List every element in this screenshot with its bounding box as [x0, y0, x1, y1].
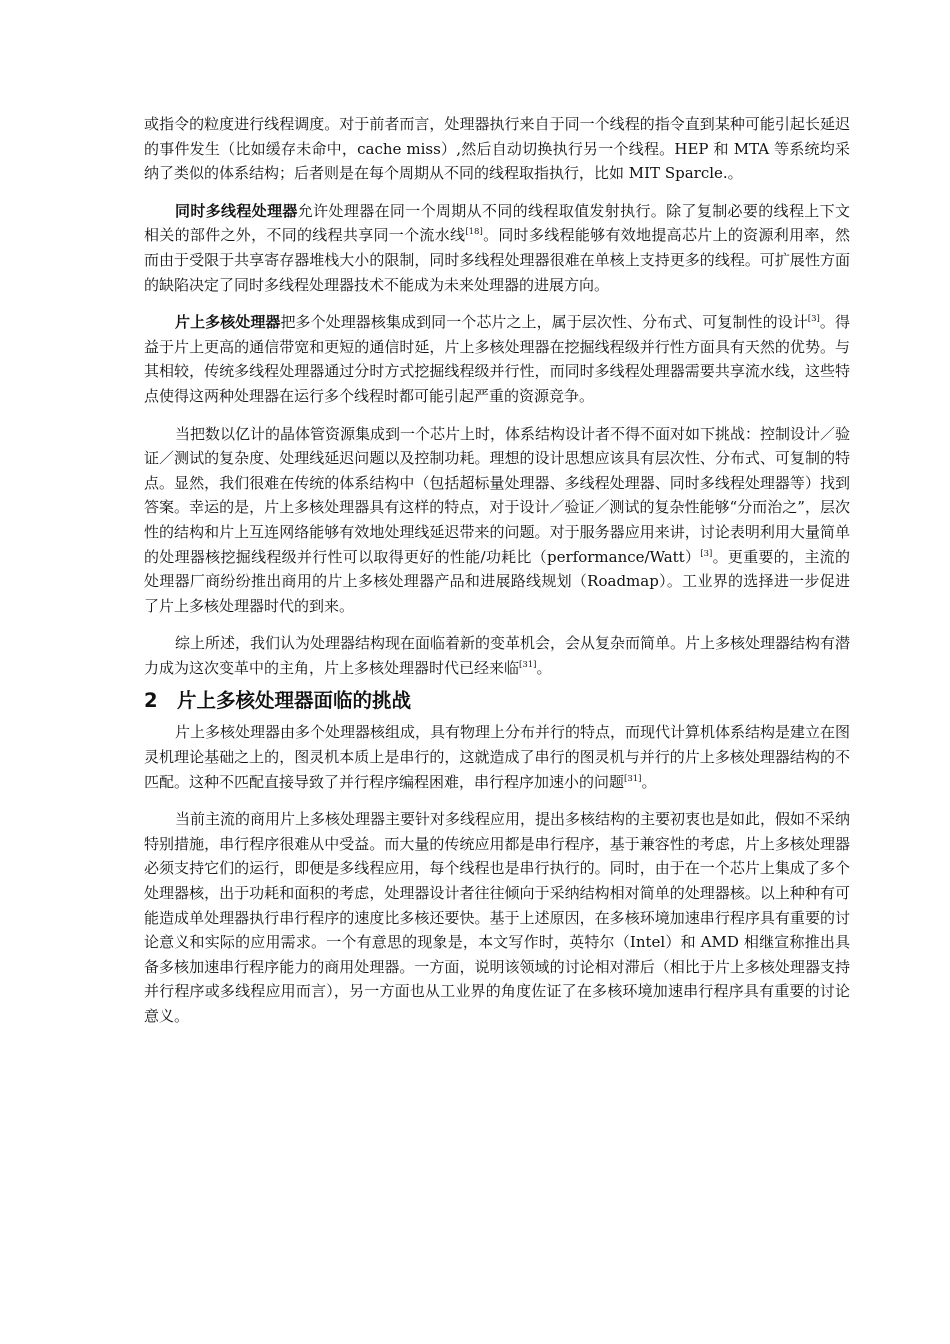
paragraph-text: 。得益于片上更高的通信带宽和更短的通信时延，片上多核处理器在挖掘线程级并行性方面具有天然的优势。与其相较，传统多线程处理器通过分时方式挖掘线程级并行性，而同时多线程处理器需要共享流水线，这些特点使得这两种处理器在运行多个线程时都可能引起严重的资源竞争。 [144, 313, 850, 405]
paragraph-text: 。同时多线程能够有效地提高芯片上的资源利用率，然而由于受限于共享寄存器堆栈大小的限制，同时多线程处理器很难在单核上支持更多的线程。可扩展性方面的缺陷决定了同时多线程处理器技术不能成为未来处理器的进展方向。 [144, 226, 850, 294]
paragraph-text: 。 [536, 658, 552, 677]
paragraph-text: 把多个处理器核集成到同一个芯片之上，属于层次性、分布式、可复制性的设计 [280, 313, 808, 332]
paragraph-text: 。 [641, 772, 657, 791]
paragraph-text: 。更重要的，主流的处理器厂商纷纷推出商用的片上多核处理器产品和进展路线规划（Roadmap）。工业界的选择进一步促进了片上多核处理器时代的到来。 [144, 547, 850, 615]
citation-ref: [18] [465, 227, 483, 238]
paragraph-text: 片上多核处理器由多个处理器核组成，具有物理上分布并行的特点，而现代计算机体系结构是建立在图灵机理论基础之上的，图灵机本质上是串行的，这就造成了串行的图灵机与并行的片上多核处理器结构的不匹配。这种不匹配直接导致了并行程序编程困难，串行程序加速小的问题 [144, 723, 851, 791]
paragraph-cmp [144, 310, 850, 408]
document-page [144, 112, 850, 1029]
paragraph-turing-mismatch [144, 720, 850, 794]
term-smt-processor: 同时多线程处理器 [175, 201, 298, 220]
section-heading [144, 686, 850, 716]
paragraph-text: 当把数以亿计的晶体管资源集成到一个芯片上时，体系结构设计者不得不面对如下挑战：控制设计／验证／测试的复杂度、处理线延迟问题以及控制功耗。理想的设计思想应该具有层次性、分布式、可复制的特点。显然，我们很难在传统的体系结构中（包括超标量处理器、多线程处理器、同时多线程处理器等）找到答案。幸运的是，片上多核处理器具有这样的特点，对于设计／验证／测试的复杂性能够“分而治之”，层次性的结构和片上互连网络能够有效地处理线延迟带来的问题。对于服务器应用来讲，讨论表明利用大量简单的处理器核挖掘线程级并行性可以取得更好的性能/功耗比（performance/Watt） [144, 424, 851, 566]
paragraph-smt [144, 199, 850, 297]
citation-ref: [3] [807, 314, 820, 325]
citation-ref: [3] [700, 548, 713, 559]
paragraph-text: 或指令的粒度进行线程调度。对于前者而言，处理器执行来自于同一个线程的指令直到某种可能引起长延迟的事件发生（比如缓存未命中，cache miss）,然后自动切换执行另一个线程。HEP 和 MTA 等系统均采纳了类似的体系结构；后者则是在每个周期从不同的线程取指执行，比如 MIT Sparcle.。 [144, 115, 850, 183]
paragraph-design-challenges [144, 422, 850, 619]
citation-ref: [31] [519, 659, 537, 670]
paragraph-text: 综上所述，我们认为处理器结构现在面临着新的变革机会，会从复杂而简单。片上多核处理器结构有潜力成为这次变革中的主角，片上多核处理器时代已经来临 [144, 634, 851, 677]
paragraph-text: 当前主流的商用片上多核处理器主要针对多线程应用，提出多核结构的主要初衷也是如此，假如不采纳特别措施，串行程序很难从中受益。而大量的传统应用都是串行程序，基于兼容性的考虑，片上多核处理器必须支持它们的运行，即便是多线程应用，每个线程也是串行执行的。同时，由于在一个芯片上集成了多个处理器核，出于功耗和面积的考虑，处理器设计者往往倾向于采纳结构相对简单的处理器核。以上种种有可能造成单处理器执行串行程序的速度比多核还要快。基于上述原因，在多核环境加速串行程序具有重要的讨论意义和实际的应用需求。一个有意思的现象是，本文写作时，英特尔（Intel）和 AMD 相继宣称推出具备多核加速串行程序能力的商用处理器。一方面，说明该领域的讨论相对滞后（相比于片上多核处理器支持并行程序或多线程应用而言），另一方面也从工业界的角度佐证了在多核环境加速串行程序具有重要的讨论意义。 [144, 810, 851, 1025]
section-title: 片上多核处理器面临的挑战 [177, 689, 412, 713]
citation-ref: [31] [624, 773, 642, 784]
paragraph-summary [144, 631, 850, 680]
section-number: 2 [144, 689, 158, 713]
paragraph-thread-scheduling [144, 112, 850, 186]
paragraph-text: 允许处理器在同一个周期从不同的线程取值发射执行。除了复制必要的线程上下文相关的部件之外，不同的线程共享同一个流水线 [144, 201, 850, 245]
paragraph-serial-acceleration [144, 807, 850, 1028]
term-cmp-processor: 片上多核处理器 [175, 313, 281, 332]
